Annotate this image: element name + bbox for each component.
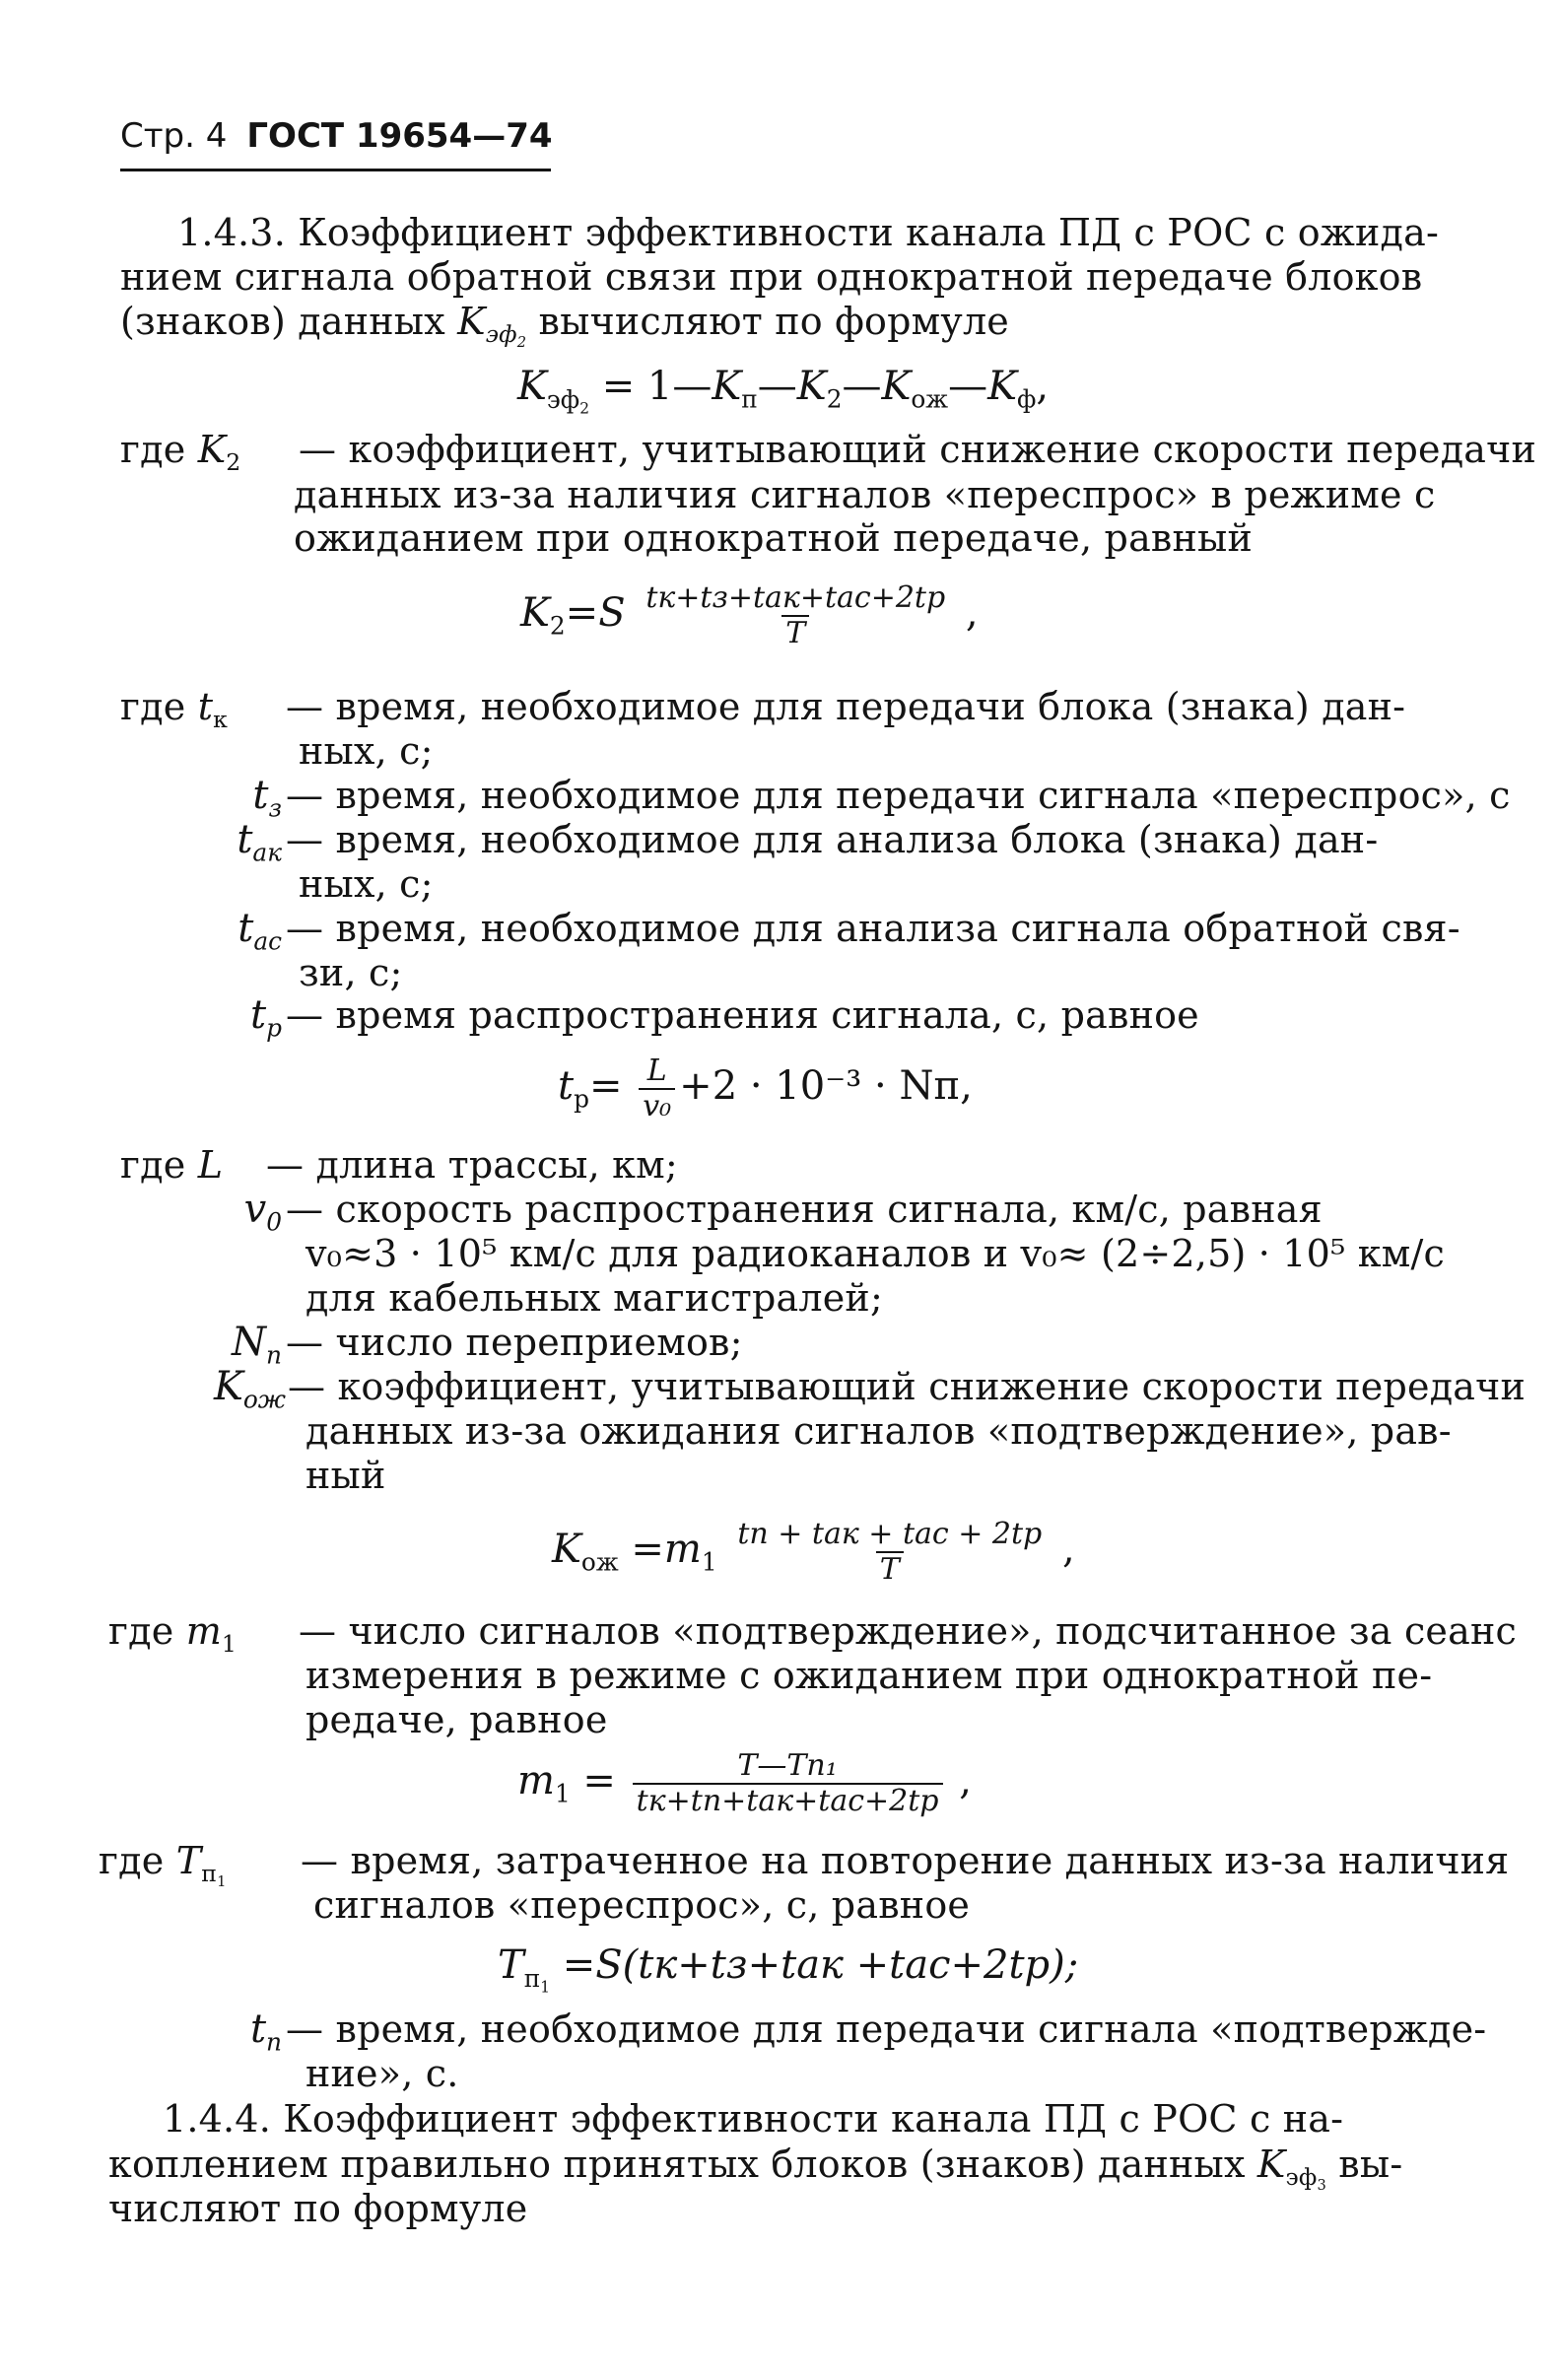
section-1-4-4-line-2: коплением правильно принятых блоков (знаков) данных $K_{эф_3}$ вы-	[108, 2142, 1403, 2195]
koj-line-3: ный	[305, 1454, 386, 1497]
tk-line-2: ных, с;	[299, 729, 434, 773]
koj-line-2: данных из-за ожидания сигналов «подтверждение», рав-	[305, 1409, 1452, 1453]
tp1-where: где $T_{п_1}$	[99, 1839, 227, 1891]
t3-line: — время, необходимое для передачи сигнала «переспрос», с	[286, 774, 1511, 817]
tp-symbol: $t_р$	[250, 992, 282, 1043]
section-1-4-3-line-1: 1.4.3. Коэффициент эффективности канала ПД с РОС с ожида-	[177, 211, 1440, 254]
tp1-line-2: сигналов «переспрос», с, равное	[313, 1883, 971, 1927]
v0-line-3: для кабельных магистралей;	[305, 1276, 883, 1320]
fraction: $\frac{\text{tп + tак + tас + 2tр}}{T}$	[737, 1517, 1043, 1587]
tas-line-1: — время, необходимое для анализа сигнала обратной свя-	[286, 907, 1460, 950]
fraction: $\frac{\text{T—Tп₁}}{\text{tк+tп+tак+tас+2tр}}$	[633, 1749, 943, 1818]
k2-line-1: — коэффициент, учитывающий снижение скорости передачи	[299, 428, 1536, 471]
tak-line-1: — время, необходимое для анализа блока (знака) дан-	[286, 818, 1379, 861]
l-where: где L	[120, 1143, 224, 1187]
section-1-4-3-line-2: нием сигнала обратной связи при однократной передаче блоков	[120, 255, 1423, 299]
section-1-4-3-line-3: (знаков) данных $K_{эф_2}$ вычисляют по формуле	[120, 300, 1009, 352]
tk-where: где $t_к$	[120, 685, 229, 734]
k2-where: где $K_2$	[120, 428, 241, 477]
k2-line-2: данных из-за наличия сигналов «переспрос» в режиме с	[294, 473, 1436, 516]
section-1-4-4-line-1: 1.4.4. Коэффициент эффективности канала ПД с РОС с на-	[163, 2097, 1344, 2141]
formula-m1: $m_1$ = $\frac{\text{T—Tп₁}}{\text{tк+tп+tак+tас+2tр}}$ ,	[517, 1748, 972, 1818]
fraction: $\frac{\text{tк+tз+tак+tас+2tр}}{T}$	[645, 580, 946, 650]
m1-where: где $m_1$	[108, 1609, 238, 1659]
v0-line-2: v₀≈3 · 10⁵ км/с для радиоканалов и v₀≈ (2÷2,5) · 10⁵ км/с	[305, 1232, 1445, 1275]
m1-line-1: — число сигналов «подтверждение», подсчитанное за сеанс	[299, 1609, 1517, 1653]
tk-line-1: — время, необходимое для передачи блока (знака) дан-	[286, 685, 1406, 728]
tas-line-2: зи, с;	[299, 951, 403, 994]
m1-line-3: редаче, равное	[305, 1698, 608, 1741]
formula-k2: $K_2=S$ $\frac{\text{tк+tз+tак+tас+2tр}}{T}$ ,	[520, 580, 979, 650]
standard-code: ГОСТ 19654—74	[246, 116, 553, 156]
v0-symbol: $v_0$	[243, 1187, 282, 1237]
tn-line-1: — время, необходимое для передачи сигнала «подтвержде-	[286, 2007, 1487, 2051]
tak-symbol: $t_{ак}$	[237, 817, 282, 867]
v0-line-1: — скорость распространения сигнала, км/с, равная	[286, 1188, 1323, 1231]
formula-k-ef2: $K_{эф_2}$ = $1—K_п—K_2—K_{ож}—K_ф$,	[517, 364, 1050, 418]
m1-line-2: измерения в режиме с ожиданием при однократной пе-	[305, 1654, 1433, 1697]
tp-line: — время распространения сигнала, с, равное	[286, 993, 1199, 1037]
k2-line-3: ожиданием при однократной передаче, равный	[294, 516, 1254, 560]
tn-symbol: $t_п$	[249, 2006, 282, 2057]
t3-symbol: $t_з$	[252, 773, 282, 823]
page-number: Стр. 4	[120, 116, 228, 156]
formula-tp1: $T_{п_1} =S(tк+tз+tак +tас+2tр)$;	[498, 1942, 1079, 1997]
tas-symbol: $t_{ас}$	[238, 906, 282, 956]
koj-symbol: $K_{ож}$	[213, 1364, 286, 1414]
header-rule	[120, 169, 551, 171]
koj-line-1: — коэффициент, учитывающий снижение скорости передачи	[288, 1365, 1526, 1408]
section-1-4-4-line-3: числяют по формуле	[108, 2187, 528, 2230]
tak-line-2: ных, с;	[299, 862, 434, 906]
tp1-line-1: — время, затраченное на повторение данных из-за наличия	[301, 1839, 1510, 1882]
nn-symbol: $N_п$	[232, 1320, 282, 1370]
fraction: $\frac{L}{\text{v₀}}$	[639, 1054, 675, 1123]
tn-line-2: ние», с.	[305, 2052, 459, 2095]
nn-line: — число переприемов;	[286, 1321, 743, 1364]
page-header	[120, 116, 553, 156]
l-line: — длина трассы, км;	[266, 1143, 678, 1187]
formula-tp: $t_р=$ $\frac{L}{\text{v₀}}$ +2 · 10⁻³ · Nп,	[558, 1054, 973, 1123]
formula-koj: $K_{ож} =m_1$ $\frac{\text{tп + tак + tас + 2tр}}{T}$ ,	[552, 1517, 1075, 1587]
